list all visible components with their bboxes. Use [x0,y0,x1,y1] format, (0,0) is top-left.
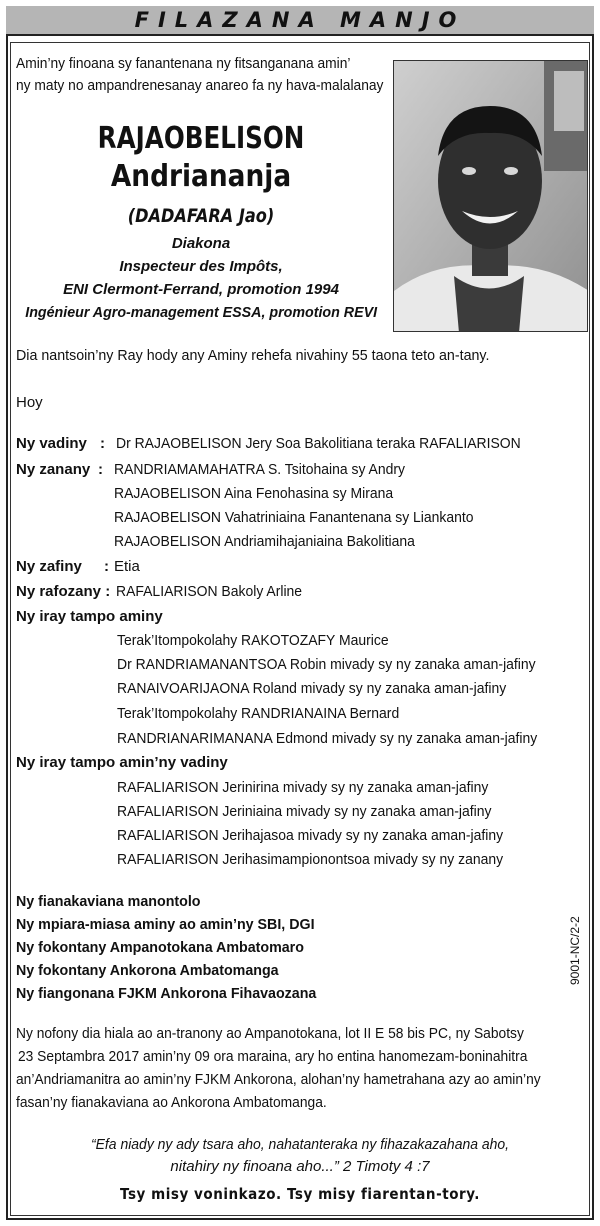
rafozany-value: RAFALIARISON Bakoly Arline [116,583,303,600]
header-title: FILAZANA MANJO [134,8,466,32]
zanany-value-1: RANDRIAMAMAHATRA S. Tsitohaina sy Andry [114,461,405,478]
zanany-label: Ny zanany [16,461,91,478]
deceased-nickname: (DADAFARA Jao) [127,205,275,227]
iray-tampo-value-5: RANDRIANARIMANANA Edmond mivady sy ny zanaka aman-jafiny [117,730,538,747]
iray-tampo-vadiny-label: Ny iray tampo amin’ny vadiny [16,754,228,771]
quote-line-1: “Efa niady ny ady tsara aho, nahatanteraka ny fihazakazahana aho, [90,1136,510,1153]
iray-tampo-value-4: Terak’Itompokolahy RANDRIANAINA Bernard [117,705,400,722]
deceased-title-2: Inspecteur des Impôts, [119,258,283,275]
deceased-title-1: Diakona [171,235,231,252]
group-1: Ny fianakaviana manontolo [16,893,201,910]
iray-tampo-label: Ny iray tampo aminy [16,608,163,625]
iray-tampo-vadiny-value-3: RAFALIARISON Jerihajasoa mivady sy ny zanaka aman-jafiny [117,827,504,844]
funeral-line-3: an’Andriamanitra ao amin’ny FJKM Ankorona, alohan’ny hametrahana azy ao amin’ny [16,1071,541,1088]
vadiny-sep: : [100,435,105,452]
deceased-given-name: Andriananja [110,159,292,194]
deceased-surname: RAJAOBELISON [97,121,305,156]
portrait-image [394,61,588,332]
group-2: Ny mpiara-miasa aminy ao amin’ny SBI, DGI [16,916,315,933]
intro-line-2: ny maty no ampandrenesanay anareo fa ny hava-malalanay [16,77,384,94]
zanany-value-3: RAJAOBELISON Vahatriniaina Fanantenana sy Liankanto [114,509,474,526]
deceased-title-3: ENI Clermont-Ferrand, promotion 1994 [63,281,339,298]
iray-tampo-value-2: Dr RANDRIAMANANTSOA Robin mivady sy ny zanaka aman-jafiny [117,656,536,673]
iray-tampo-value-3: RANAIVOARIJAONA Roland mivady sy ny zanaka aman-jafiny [117,680,507,697]
quote-line-2: nitahiry ny finoana aho...” 2 Timoty 4 :7 [170,1158,430,1175]
intro-line-1: Amin’ny finoana sy fanantenana ny fitsanganana amin’ [16,55,351,72]
rafozany-label: Ny rafozany : [16,583,111,600]
zafiny-sep: : [104,558,109,575]
closing-note: Tsy misy voninkazo. Tsy misy fiarentan-tory. [120,1185,480,1203]
funeral-line-2: 23 Septambra 2017 amin’ny 09 ora maraina, ary ho entina hanomezam-boninahitra [18,1048,528,1065]
iray-tampo-vadiny-value-2: RAFALIARISON Jeriniaina mivady sy ny zanaka aman-jafiny [117,803,492,820]
zanany-sep: : [98,461,103,478]
death-notice: Dia nantsoin’ny Ray hody any Aminy rehefa nivahiny 55 taona teto an-tany. [16,347,490,364]
zafiny-label: Ny zafiny [16,558,82,575]
reference-code: 9001-NC/2-2 [568,916,582,985]
vadiny-value: Dr RAJAOBELISON Jery Soa Bakolitiana teraka RAFALIARISON [116,435,521,452]
group-3: Ny fokontany Ampanotokana Ambatomaro [16,939,304,956]
zanany-value-2: RAJAOBELISON Aina Fenohasina sy Mirana [114,485,394,502]
group-5: Ny fiangonana FJKM Ankorona Fihavaozana [16,985,317,1002]
iray-tampo-vadiny-value-4: RAFALIARISON Jerihasimampionontsoa mivady sy ny zanany [117,851,504,868]
vadiny-label: Ny vadiny [16,435,87,452]
funeral-line-4: fasan’ny fianakaviana ao Ankorona Ambatomanga. [16,1094,327,1111]
funeral-line-1: Ny nofony dia hiala ao an-tranony ao Ampanotokana, lot II E 58 bis PC, ny Sabotsy [16,1025,524,1042]
header-banner [6,6,594,36]
zafiny-value: Etia [114,558,140,575]
iray-tampo-value-1: Terak’Itompokolahy RAKOTOZAFY Maurice [117,632,389,649]
iray-tampo-vadiny-value-1: RAFALIARISON Jerinirina mivady sy ny zanaka aman-jafiny [117,779,489,796]
portrait-photo [393,60,588,332]
deceased-title-4: Ingénieur Agro-management ESSA, promotion REVI [25,304,378,321]
hoy-label: Hoy [16,394,43,411]
zanany-value-4: RAJAOBELISON Andriamihajaniaina Bakolitiana [114,533,415,550]
group-4: Ny fokontany Ankorona Ambatomanga [16,962,279,979]
